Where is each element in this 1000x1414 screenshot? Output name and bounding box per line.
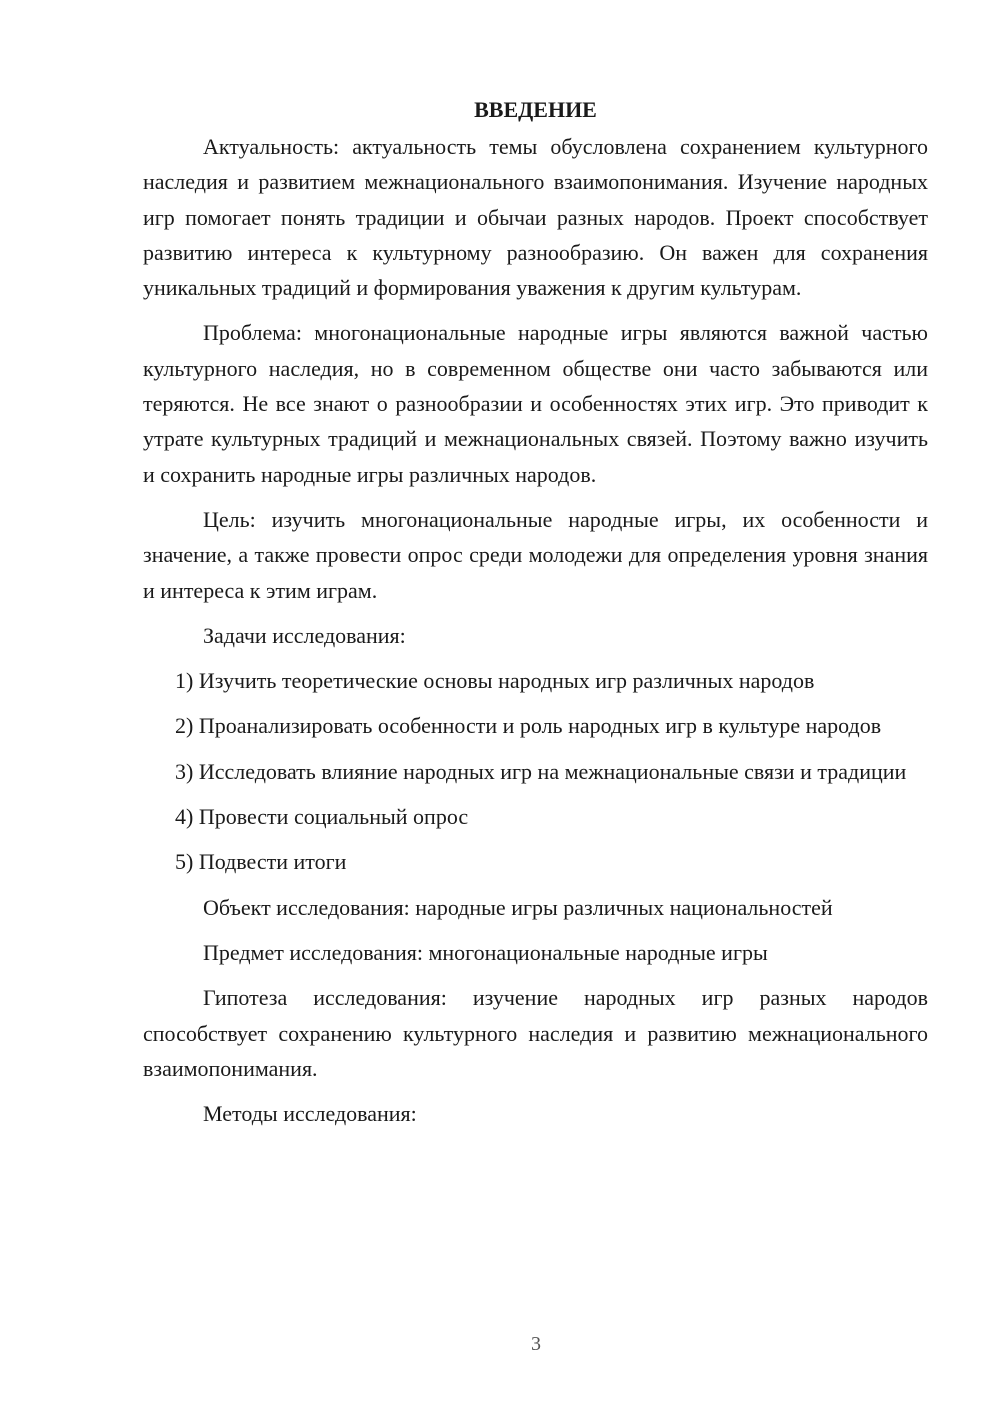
- methods-heading: Методы исследования:: [203, 1101, 417, 1127]
- goal-paragraph: Цель: изучить многонациональные народные игры, их особенности и значение, а также провести опрос среди молодежи для определения уровня знания и интереса к этим играм.: [143, 506, 928, 603]
- object-paragraph: Объект исследования: народные игры различных национальностей: [203, 894, 833, 920]
- task-item-2: 2) Проанализировать особенности и роль народных игр в культуре народов: [175, 713, 882, 739]
- subject-paragraph: Предмет исследования: многонациональные народные игры: [203, 939, 768, 965]
- tasks-heading: Задачи исследования:: [203, 622, 406, 648]
- task-item-1: 1) Изучить теоретические основы народных игр различных народов: [175, 668, 815, 694]
- task-item-4: 4) Провести социальный опрос: [175, 804, 469, 830]
- hypothesis-paragraph: Гипотеза исследования: изучение народных игр разных народов способствует сохранению культурного наследия и развитию межнационального взаимопонимания.: [143, 985, 928, 1081]
- problem-paragraph: Проблема: многонациональные народные игры являются важной частью культурного наследия, но в современном обществе они часто забываются или теряются. Не все знают о разнообразии и особенностях этих игр. Это приводит к утрате культурных традиций и межнациональных связей. Поэтому важно изучить и сохранить народные игры различных народов.: [143, 320, 928, 487]
- task-item-3: 3) Исследовать влияние народных игр на межнациональные связи и традиции: [175, 758, 907, 784]
- relevance-paragraph: Актуальность: актуальность темы обусловлена сохранением культурного наследия и развитием межнационального взаимопонимания. Изучение народных игр помогает понять традиции и обычаи разных народов. Проект способствует развитию интереса к культурному разнообразию. Он важен для сохранения уникальных традиций и формирования уважения к другим культурам.: [143, 134, 928, 301]
- page-number: 3: [531, 1333, 541, 1355]
- document-page: [143, 92, 928, 1141]
- page-title: ВВЕДЕНИЕ: [474, 97, 597, 122]
- task-item-5: 5) Подвести итоги: [175, 849, 347, 875]
